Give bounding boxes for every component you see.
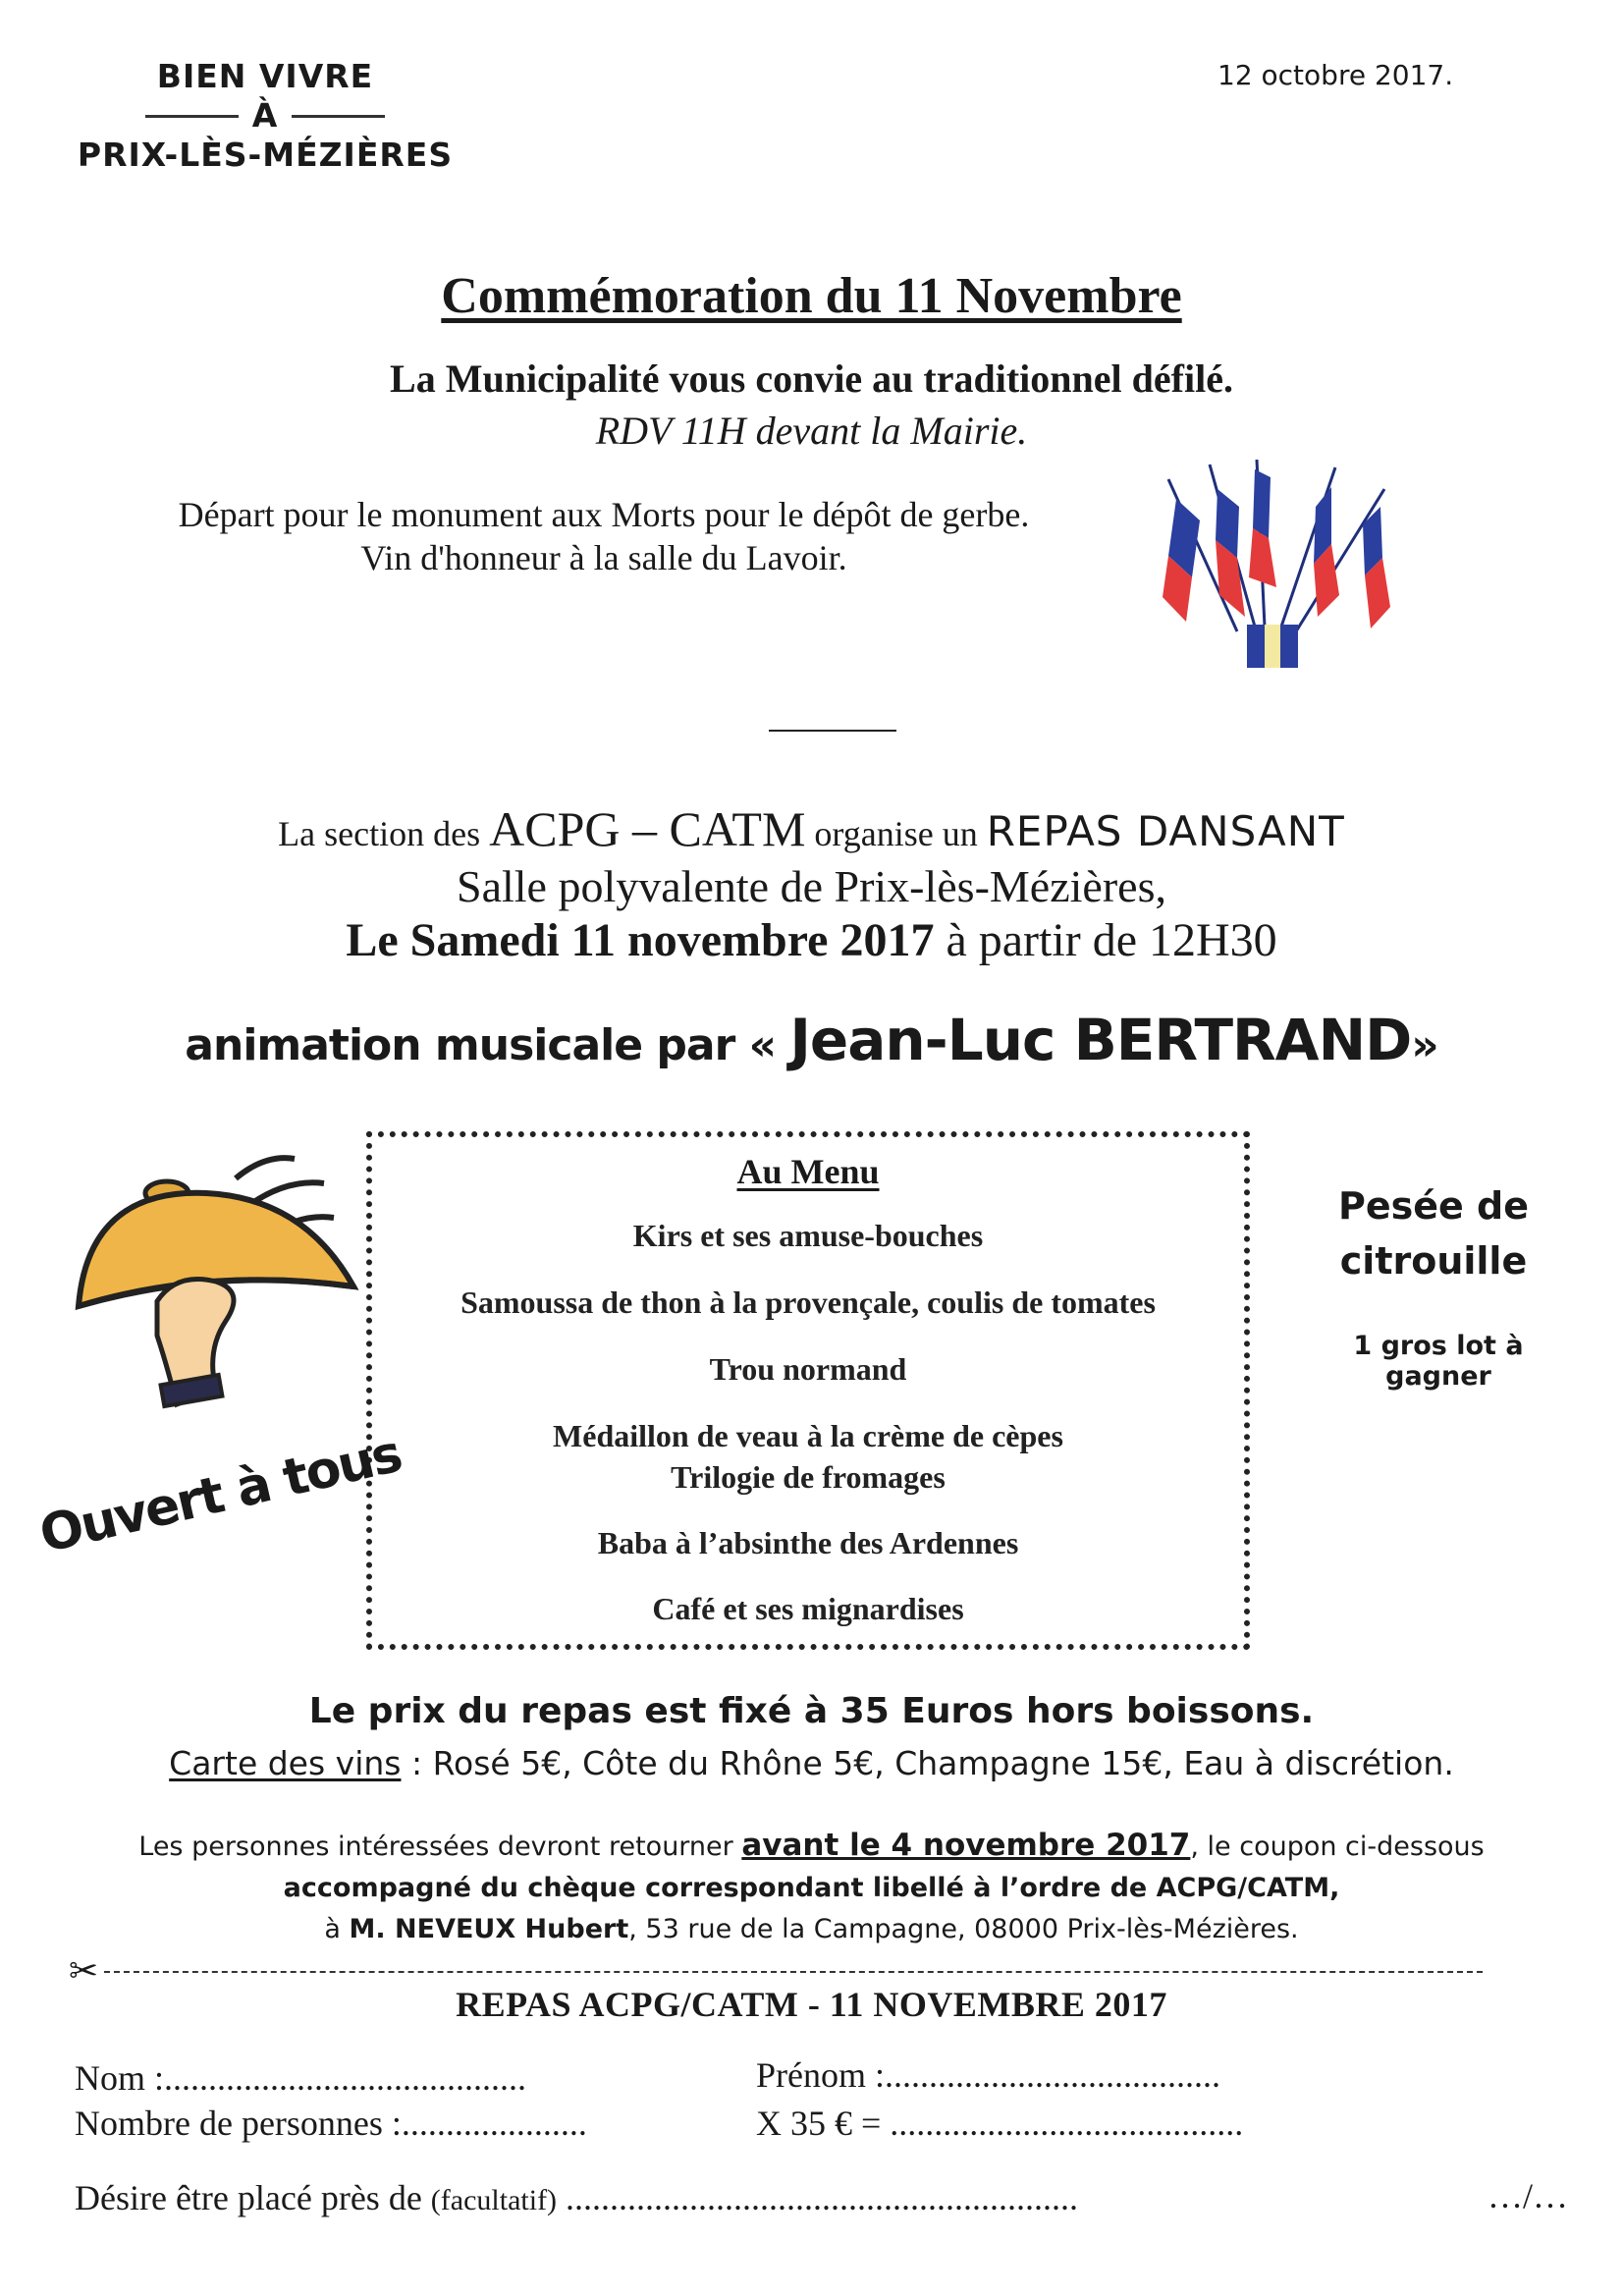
return-deadline: avant le 4 novembre 2017	[741, 1828, 1191, 1863]
menu-item: Trou normand	[709, 1351, 907, 1387]
pumpkin-weigh-label	[1296, 1178, 1571, 1288]
nom-field[interactable]: Nom :.........................................	[75, 2058, 527, 2098]
price-text: Le prix du repas est fixé à 35 Euros hors boissons.	[308, 1691, 1315, 1731]
org-line-1: BIEN VIVRE	[156, 57, 374, 95]
menu-box	[366, 1131, 1250, 1650]
seating-preference-field[interactable]	[75, 2177, 1078, 2218]
seating-optional-note: (facultatif)	[430, 2184, 558, 2216]
event-announcement	[0, 800, 1623, 857]
prenom-field[interactable]: Prénom :......................................	[756, 2055, 1220, 2095]
document-date: 12 octobre 2017.	[1217, 59, 1454, 91]
depart-line: Départ pour le monument aux Morts pour le dépôt de gerbe.	[178, 495, 1030, 534]
menu-title: Au Menu	[736, 1152, 880, 1191]
animation-name: Jean-Luc BERTRAND	[789, 1007, 1412, 1073]
section-pre: La section des	[278, 814, 490, 853]
event-date-bold: Le Samedi 11 novembre 2017	[346, 914, 935, 966]
return-post: , le coupon ci-dessous	[1190, 1831, 1485, 1862]
org-divider-right	[292, 115, 385, 118]
menu-item: Médaillon de veau à la crème de cèpes	[553, 1418, 1063, 1453]
menu-item: Baba à l’absinthe des Ardennes	[597, 1525, 1019, 1560]
org-line-3: PRIX-LÈS-MÉZIÈRES	[77, 136, 454, 174]
organization-name	[59, 57, 471, 175]
wine-list-label: Carte des vins	[169, 1744, 402, 1782]
french-flags-icon	[1149, 460, 1404, 685]
pesee-line-2: citrouille	[1339, 1239, 1528, 1283]
menu-item: Samoussa de thon à la provençale, coulis de tomates	[460, 1285, 1156, 1320]
event-date	[0, 913, 1623, 967]
pesee-line-1: Pesée de	[1338, 1184, 1529, 1228]
section-mid: organise un	[805, 814, 987, 853]
menu-item: Kirs et ses amuse-bouches	[632, 1218, 984, 1253]
menu-item: Trilogie de fromages	[671, 1459, 946, 1495]
org-divider-left	[145, 115, 239, 118]
rdv-text: RDV 11H devant la Mairie.	[595, 409, 1028, 453]
return-name: M. NEVEUX Hubert	[349, 1914, 629, 1944]
return-line-3	[0, 1909, 1623, 1950]
amount-field[interactable]: X 35 € = ........................................	[756, 2104, 1244, 2143]
program-text	[137, 493, 1070, 579]
event-date-rest: à partir de 12H30	[934, 914, 1277, 966]
return-instructions	[0, 1825, 1623, 1950]
return-line-2	[0, 1868, 1623, 1909]
return-pre: Les personnes intéressées devront retourner	[138, 1831, 742, 1862]
return-address: , 53 rue de la Campagne, 08000 Prix-lès-Mézières.	[628, 1914, 1299, 1944]
org-line-2-text: À	[251, 96, 279, 135]
vin-line: Vin d'honneur à la salle du Lavoir.	[360, 538, 847, 577]
cut-dashed-line	[104, 1971, 1483, 1973]
return-line-2-text: accompagné du chèque correspondant libellé à l’ordre de ACPG/CATM,	[283, 1873, 1340, 1903]
section-event: REPAS DANSANT	[986, 807, 1345, 855]
prize-label: 1 gros lot à gagner	[1353, 1331, 1524, 1392]
serving-cloche-icon	[69, 1139, 363, 1434]
scissors-icon: ✂	[69, 1951, 99, 1992]
venue-text: Salle polyvalente de Prix-lès-Mézières,	[457, 861, 1166, 911]
org-line-2	[59, 96, 471, 136]
page-continuation: …/…	[1488, 2176, 1569, 2215]
persons-count-field[interactable]: Nombre de personnes :.....................	[75, 2104, 587, 2143]
wine-list	[0, 1744, 1623, 1782]
coupon-title: REPAS ACPG/CATM - 11 NOVEMBRE 2017	[456, 1985, 1167, 2024]
menu-item: Café et ses mignardises	[652, 1591, 964, 1626]
seating-label: Désire être placé près de	[75, 2178, 431, 2217]
open-to-all-label: Ouvert à tous	[34, 1424, 406, 1565]
seating-dots: ..........................................................	[557, 2178, 1079, 2217]
wine-list-items: : Rosé 5€, Côte du Rhône 5€, Champagne 15€, Eau à discrétion.	[401, 1744, 1454, 1782]
animation-text	[0, 1007, 1623, 1073]
return-line-1	[0, 1825, 1623, 1868]
section-separator	[769, 730, 896, 732]
return-line-3-pre: à	[324, 1914, 350, 1944]
commemoration-title: Commémoration du 11 Novembre	[441, 268, 1182, 324]
invitation-text: La Municipalité vous convie au traditionnel défilé.	[390, 356, 1233, 401]
section-org: ACPG – CATM	[489, 801, 806, 856]
animation-post: »	[1411, 1020, 1438, 1070]
animation-pre: animation musicale par «	[185, 1020, 790, 1070]
